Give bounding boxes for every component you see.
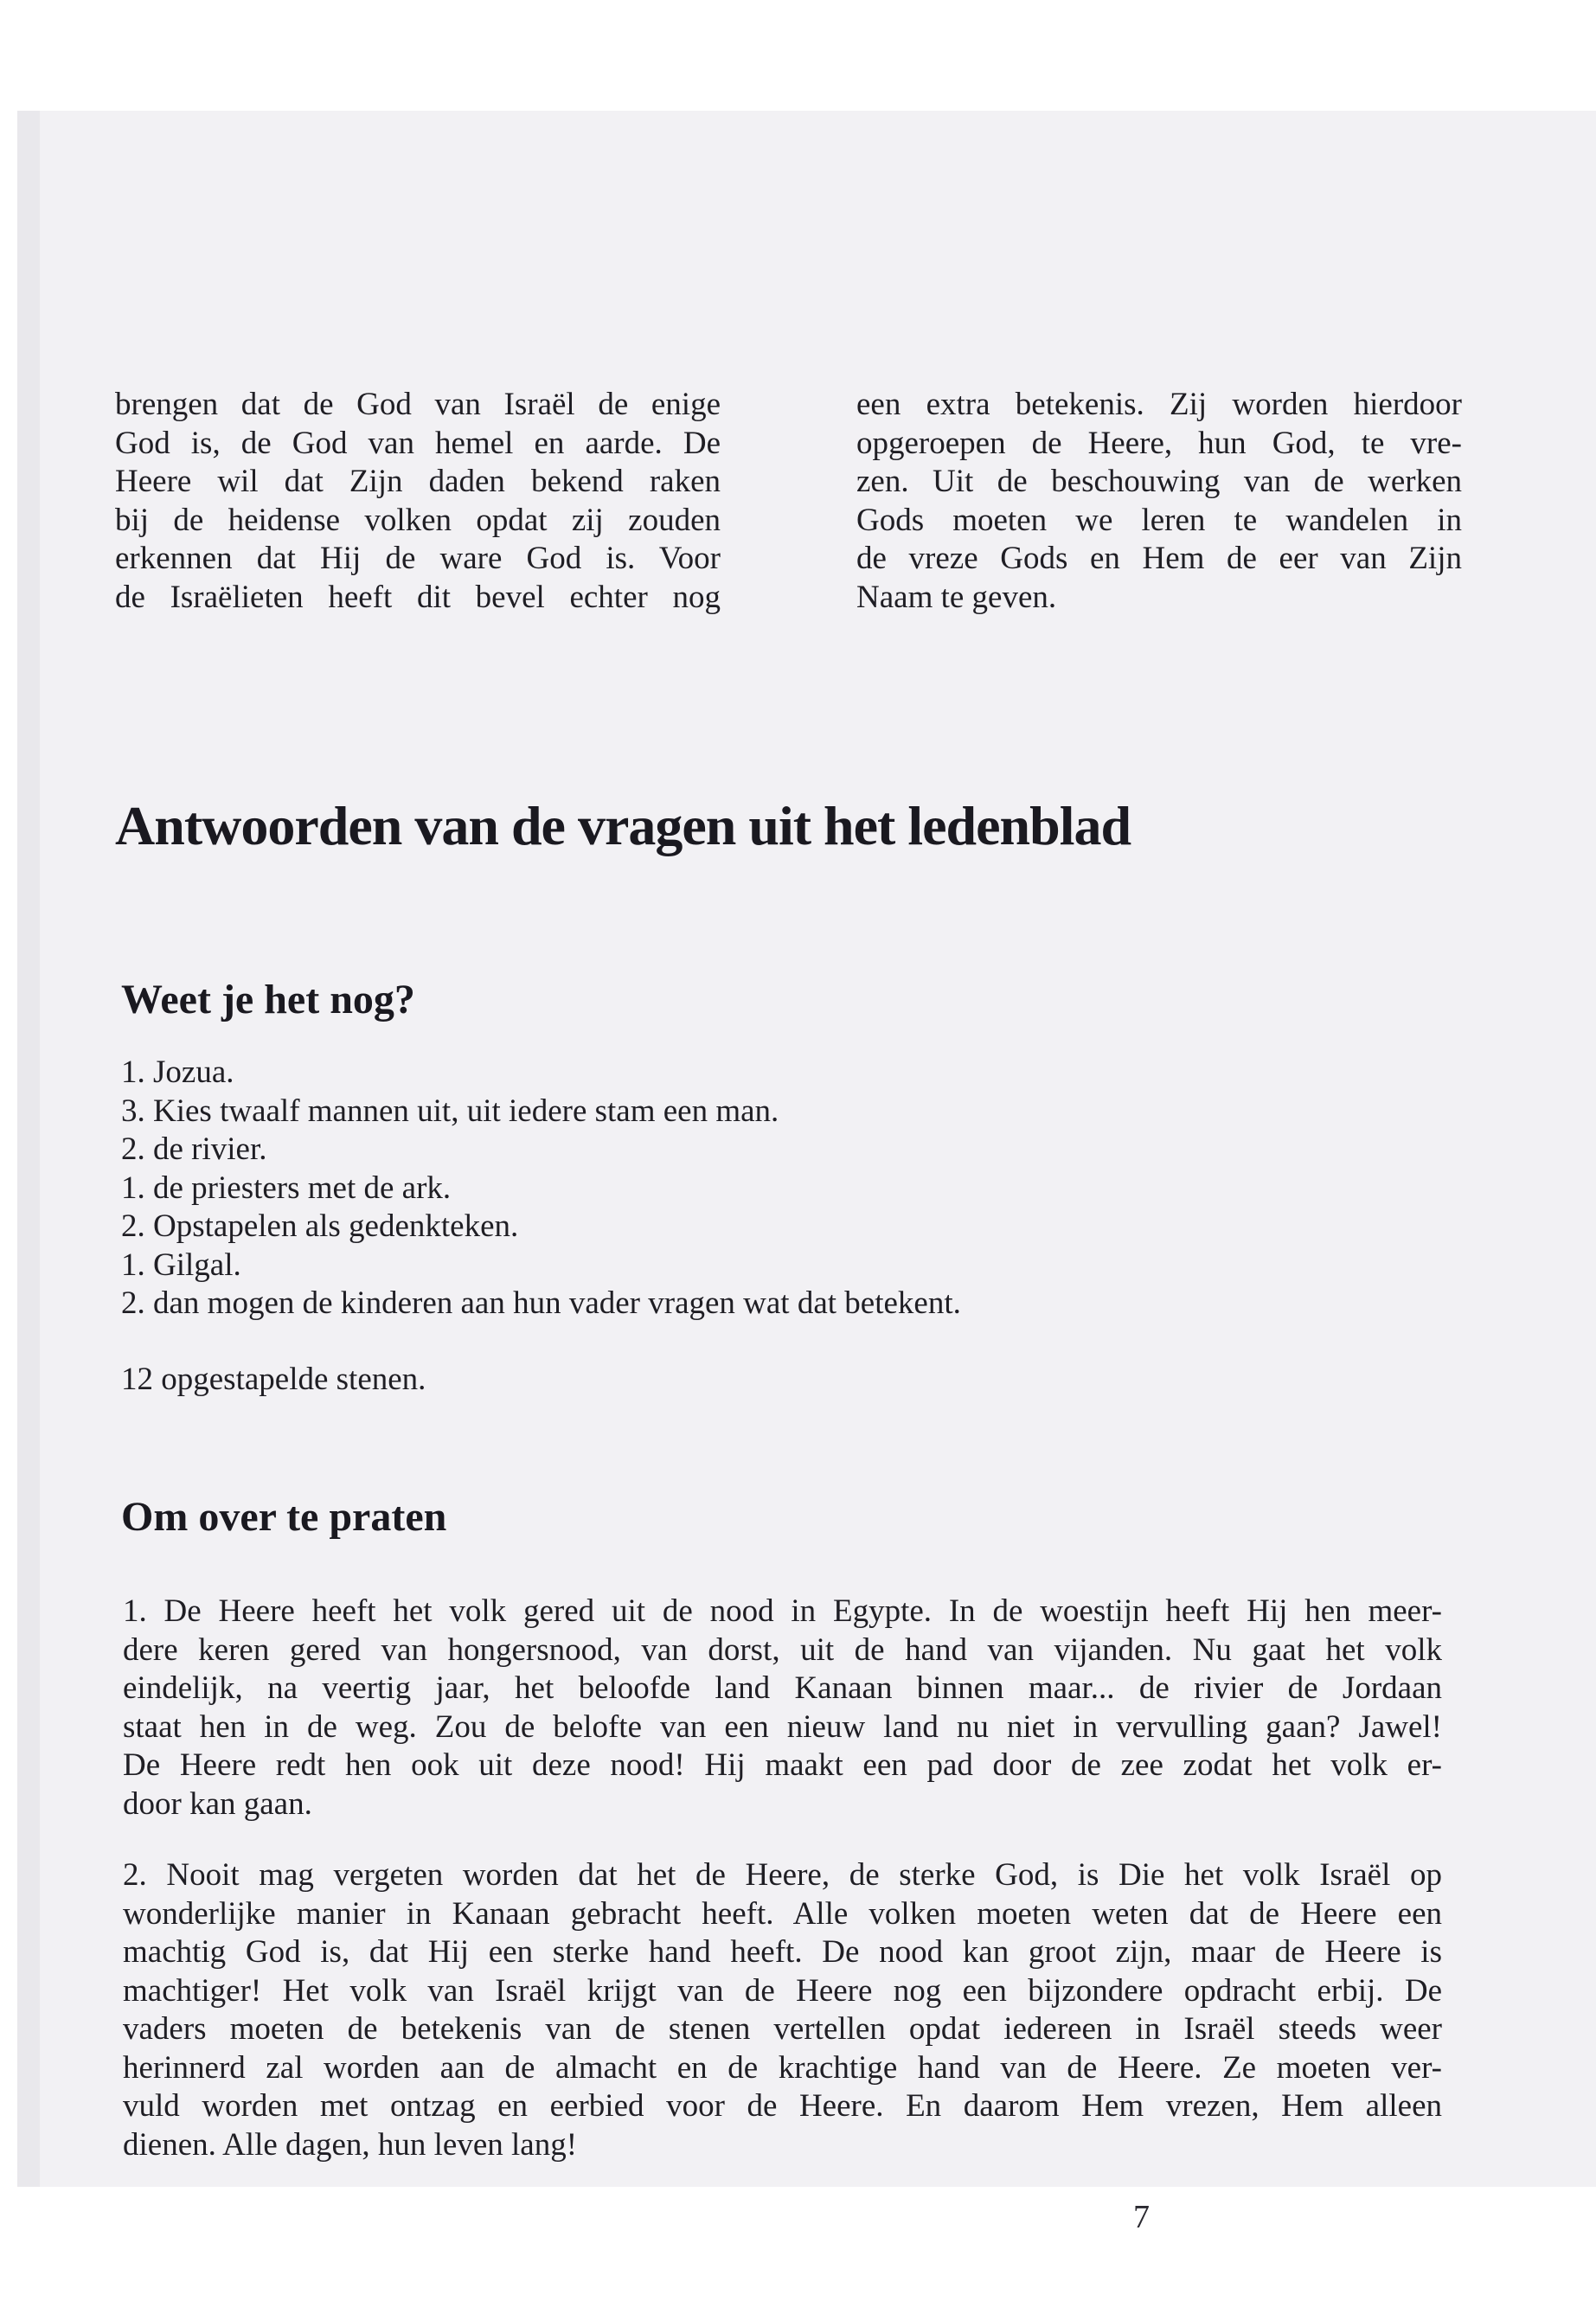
intro-right-line: Gods moeten we leren te wandelen in — [856, 502, 1462, 538]
answer-item: 1. Gilgal. — [121, 1247, 241, 1283]
page-edge-shadow — [17, 111, 40, 2187]
intro-right-line: een extra betekenis. Zij worden hierdoor — [856, 387, 1462, 422]
paragraph-line: machtiger! Het volk van Israël krijgt van de Heere nog een bijzondere opdracht erbij. De — [123, 1972, 1442, 2009]
section-heading-om-over-te-praten: Om over te praten — [121, 1494, 447, 1540]
intro-left-line: Heere wil dat Zijn daden bekend raken — [115, 464, 721, 499]
paragraph-line: De Heere redt hen ook uit deze nood! Hij maakt een pad door de zee zodat het volk er- — [123, 1747, 1442, 1783]
scanned-page — [17, 111, 1596, 2235]
answer-item: 1. Jozua. — [121, 1054, 234, 1090]
answer-item: 2. Opstapelen als gedenkteken. — [121, 1208, 519, 1244]
intro-column-right — [856, 386, 1462, 617]
intro-right-line: Naam te geven. — [856, 579, 1057, 615]
paragraph-line: herinnerd zal worden aan de almacht en de krachtige hand van de Heere. Ze moeten ver- — [123, 2049, 1442, 2086]
page-number: 7 — [1133, 2199, 1150, 2235]
paragraph-line: dienen. Alle dagen, hun leven lang! — [123, 2126, 578, 2163]
answers-list — [121, 1054, 1246, 1324]
paragraph-line: machtig God is, dat Hij een sterke hand heeft. De nood kan groot zijn, maar de Heere is — [123, 1934, 1442, 1970]
paragraph-line: vuld worden met ontzag en eerbied voor de Heere. En daarom Hem vrezen, Hem alleen — [123, 2088, 1442, 2124]
answer-item: 2. de rivier. — [121, 1131, 267, 1167]
answer-extra-note: 12 opgestapelde stenen. — [121, 1362, 426, 1397]
intro-right-line: de vreze Gods en Hem de eer van Zijn — [856, 541, 1462, 576]
answer-item: 2. dan mogen de kinderen aan hun vader vragen wat dat betekent. — [121, 1285, 961, 1321]
intro-column-left — [115, 386, 721, 617]
paragraph-line: 2. Nooit mag vergeten worden dat het de Heere, de sterke God, is Die het volk Israël op — [123, 1857, 1442, 1893]
intro-left-line: de Israëlieten heeft dit bevel echter nog — [115, 579, 721, 615]
answer-item: 1. de priesters met de ark. — [121, 1170, 452, 1206]
paragraph-line: wonderlijke manier in Kanaan gebracht heeft. Alle volken moeten weten dat de Heere een — [123, 1895, 1442, 1932]
section-heading-weet-je-het-nog: Weet je het nog? — [121, 977, 415, 1022]
intro-left-line: erkennen dat Hij de ware God is. Voor — [115, 541, 721, 576]
intro-left-line: bij de heidense volken opdat zij zouden — [115, 502, 721, 538]
paragraph-line: eindelijk, na veertig jaar, het beloofde land Kanaan binnen maar... de rivier de Jordaan — [123, 1670, 1442, 1706]
answer-item: 3. Kies twaalf mannen uit, uit iedere stam een man. — [121, 1093, 779, 1129]
intro-right-line: opgeroepen de Heere, hun God, te vre- — [856, 425, 1462, 461]
paragraph-line: door kan gaan. — [123, 1785, 312, 1822]
paragraph-line: staat hen in de weg. Zou de belofte van een nieuw land nu niet in vervulling gaan? Jawel! — [123, 1708, 1442, 1745]
intro-left-line: brengen dat de God van Israël de enige — [115, 387, 721, 422]
paragraph-line: 1. De Heere heeft het volk gered uit de nood in Egypte. In de woestijn heeft Hij hen meer- — [123, 1593, 1442, 1629]
intro-right-line: zen. Uit de beschouwing van de werken — [856, 464, 1462, 499]
page-title: Antwoorden van de vragen uit het ledenblad — [115, 795, 1131, 856]
intro-left-line: God is, de God van hemel en aarde. De — [115, 425, 721, 461]
paragraph-line: dere keren gered van hongersnood, van dorst, uit de hand van vijanden. Nu gaat het volk — [123, 1631, 1442, 1668]
discussion-paragraph-2 — [123, 1856, 1442, 2164]
paragraph-line: vaders moeten de betekenis van de stenen vertellen opdat iedereen in Israël steeds weer — [123, 2011, 1442, 2047]
discussion-paragraph-1 — [123, 1593, 1442, 1823]
